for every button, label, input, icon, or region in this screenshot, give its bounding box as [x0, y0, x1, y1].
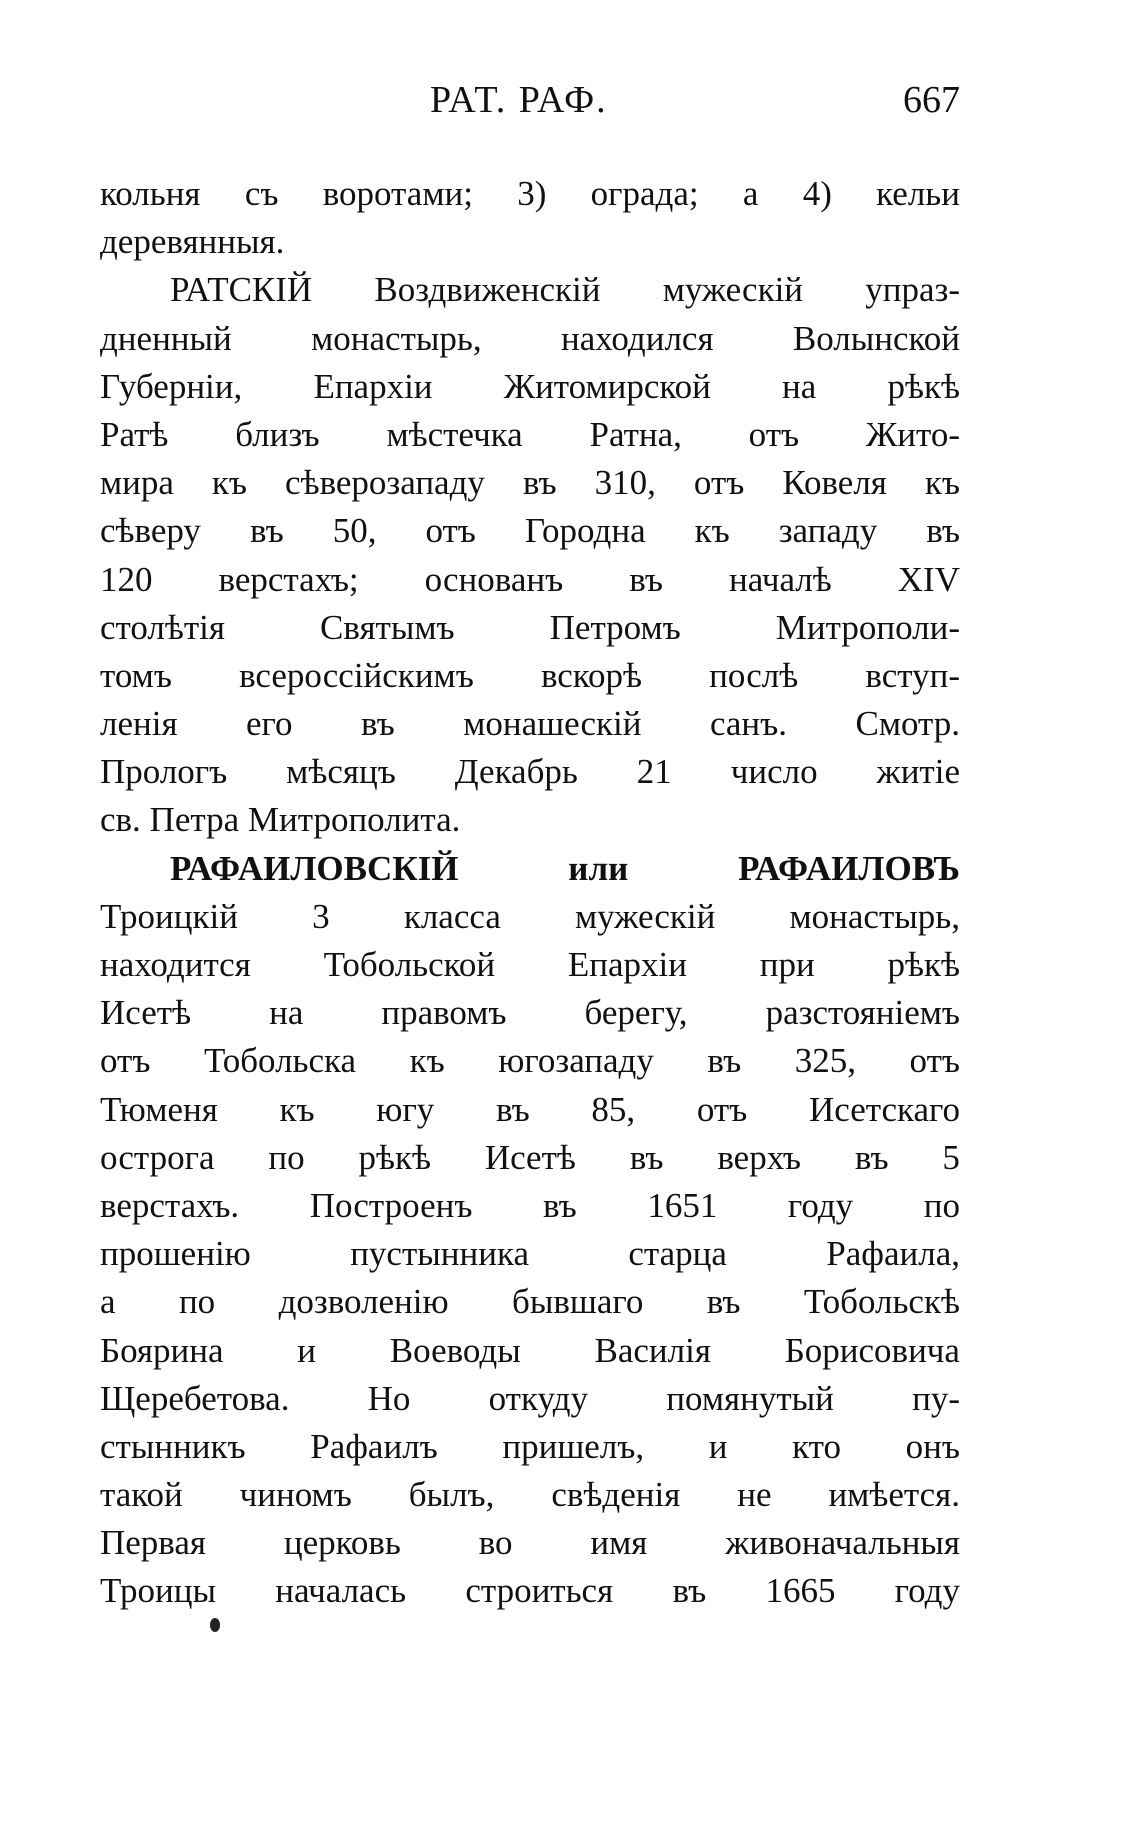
word: къ — [924, 463, 960, 503]
word: въ — [361, 704, 395, 744]
word: томъ — [100, 655, 172, 695]
word: къ — [279, 1089, 315, 1129]
word: а — [100, 1282, 116, 1322]
word: его — [246, 704, 293, 744]
word: 1651 — [647, 1185, 718, 1225]
word: и — [297, 1330, 317, 1370]
text-line — [100, 363, 960, 411]
word: дненный — [100, 318, 232, 358]
word: во — [478, 1523, 513, 1563]
text-line — [100, 507, 960, 555]
word: пу- — [912, 1378, 960, 1418]
word: въ — [707, 1041, 742, 1081]
word: мужескій — [662, 270, 804, 310]
word: вскорѣ — [540, 655, 643, 695]
word: помянутый — [666, 1378, 834, 1418]
word: число — [730, 752, 818, 792]
word: кольня — [100, 174, 201, 213]
word: Митрополи- — [775, 607, 960, 647]
word: 85, — [591, 1089, 636, 1129]
word: 21 — [636, 752, 672, 792]
word: западу — [778, 511, 878, 551]
word: 3 — [312, 896, 330, 936]
word: кто — [792, 1426, 841, 1466]
word: мѣстечка — [386, 414, 523, 454]
word: Смотр. — [855, 704, 960, 744]
word: Святымъ — [320, 607, 455, 647]
word: Исетѣ — [484, 1137, 576, 1177]
word: къ — [409, 1041, 445, 1081]
word: Василія — [594, 1330, 711, 1370]
word: мѣсяцъ — [286, 752, 396, 792]
word: верстахъ. — [100, 1185, 240, 1225]
word: Но — [367, 1378, 411, 1418]
word: монастырь, — [311, 318, 482, 358]
word: въ — [854, 1137, 889, 1177]
text-line — [100, 1134, 960, 1182]
text-line — [100, 1423, 960, 1471]
word: церковь — [283, 1523, 401, 1563]
word: Боярина — [100, 1330, 224, 1370]
word: Щеребетова. — [100, 1378, 290, 1418]
word: въ — [543, 1185, 577, 1225]
text-line — [100, 604, 960, 652]
text-line — [100, 1471, 960, 1519]
word: основанъ — [424, 559, 564, 599]
text-line — [100, 459, 960, 507]
text-line — [100, 1230, 960, 1278]
word: съ — [244, 174, 279, 213]
text-line — [100, 1086, 960, 1134]
word: Тобольскѣ — [803, 1282, 960, 1322]
word: югозападу — [498, 1041, 654, 1081]
word: и — [708, 1426, 728, 1466]
word: живоначальныя — [725, 1523, 960, 1563]
word: 3) — [517, 174, 547, 213]
text-line — [100, 989, 960, 1037]
word: или — [568, 848, 629, 888]
word: отъ — [748, 414, 800, 454]
word: пустынника — [350, 1234, 529, 1274]
word: чиномъ — [239, 1475, 352, 1515]
word: рѣкѣ — [887, 945, 960, 984]
word: РАТСКІЙ — [170, 270, 313, 310]
word: началась — [275, 1571, 407, 1611]
word: 4) — [802, 174, 832, 213]
word: берегу, — [584, 993, 688, 1033]
word: Тюменя — [100, 1089, 218, 1129]
word: отъ — [425, 511, 476, 551]
word: году — [787, 1185, 854, 1225]
word: сѣверозападу — [285, 463, 485, 503]
word: имѣется. — [828, 1475, 960, 1515]
word: сѣверу — [100, 511, 201, 551]
word: находился — [560, 318, 714, 358]
word: правомъ — [381, 993, 507, 1033]
word: году — [894, 1571, 960, 1611]
text-line — [100, 315, 960, 363]
word: Декабрь — [454, 752, 578, 792]
text-line — [100, 1278, 960, 1326]
word: не — [737, 1475, 772, 1515]
word: Рафаила, — [826, 1234, 960, 1274]
text-line — [100, 1037, 960, 1085]
word: Воеводы — [389, 1330, 521, 1370]
word: пришелъ, — [502, 1426, 645, 1466]
word: въ — [926, 511, 960, 551]
word: Городна — [524, 511, 646, 551]
word: рѣкѣ — [358, 1137, 431, 1177]
page-number: 667 — [903, 79, 960, 121]
word: Прологъ — [100, 752, 228, 792]
word: по — [923, 1185, 960, 1225]
word: бывшаго — [512, 1282, 644, 1322]
word: ленія — [100, 704, 178, 744]
word: отъ — [696, 1089, 748, 1129]
word: свѣденія — [551, 1475, 681, 1515]
word: дозволенію — [278, 1282, 449, 1322]
text-line — [100, 748, 960, 796]
word: находится — [100, 945, 251, 984]
ink-speck — [210, 1618, 220, 1632]
word: къ — [694, 511, 730, 551]
word: РАФАИЛОВЪ — [738, 848, 960, 888]
word: началѣ — [728, 559, 832, 599]
word: югу — [376, 1089, 435, 1129]
word: стынникъ — [100, 1426, 246, 1466]
word: въ — [672, 1571, 707, 1611]
word: близъ — [235, 414, 320, 454]
entry-heading-line — [100, 845, 960, 893]
word: 1665 — [765, 1571, 836, 1611]
running-head — [100, 78, 960, 138]
word: такой — [100, 1475, 183, 1515]
word: въ — [522, 463, 557, 503]
word: въ — [706, 1282, 741, 1322]
word: а — [742, 174, 759, 213]
text-line — [100, 652, 960, 700]
word: строиться — [465, 1571, 614, 1611]
text-line — [100, 941, 960, 989]
word: на — [782, 366, 817, 406]
word: Троицкій — [100, 896, 238, 936]
word: Ратѣ — [100, 414, 169, 454]
word: Тобольска — [203, 1041, 357, 1081]
word: житіе — [876, 752, 960, 792]
word: отъ — [100, 1041, 151, 1081]
word: Епархіи — [313, 366, 433, 406]
body-text — [100, 170, 960, 1616]
running-title: РАТ. РАФ. — [430, 79, 608, 121]
word: Первая — [100, 1523, 207, 1563]
word: разстояніемъ — [765, 993, 960, 1033]
text-line: деревянныя. — [100, 222, 285, 262]
word: Петромъ — [549, 607, 681, 647]
word: имя — [590, 1523, 648, 1563]
word: ограда; — [590, 174, 699, 213]
word: столѣтія — [100, 607, 225, 647]
word: Построенъ — [309, 1185, 473, 1225]
word: кельи — [876, 174, 960, 213]
word: прошенію — [100, 1234, 251, 1274]
word: Волынской — [792, 318, 960, 358]
word: въ — [629, 1137, 664, 1177]
entry-heading-line — [100, 266, 960, 314]
word: Ковеля — [782, 463, 887, 503]
word: мужескій — [575, 896, 716, 936]
text-line — [100, 1327, 960, 1375]
text-line — [100, 1375, 960, 1423]
word: Исетскаго — [808, 1089, 960, 1129]
word: класса — [403, 896, 501, 936]
word: послѣ — [709, 655, 799, 695]
word: при — [759, 945, 815, 984]
word: Тобольской — [323, 945, 496, 984]
word: монастырь, — [789, 896, 960, 936]
word: острога — [100, 1137, 215, 1177]
word: Ратна, — [589, 414, 682, 454]
word: санъ. — [709, 704, 788, 744]
word: всероссійскимъ — [239, 655, 474, 695]
word: Житомирской — [503, 366, 711, 406]
word: откуду — [488, 1378, 589, 1418]
word: въ — [629, 559, 663, 599]
text-line — [100, 1182, 960, 1230]
word: 5 — [942, 1137, 960, 1177]
word: мира — [100, 463, 174, 503]
word: въ — [495, 1089, 530, 1129]
word: 120 — [100, 559, 153, 599]
word: Жито- — [865, 414, 960, 454]
word: отъ — [909, 1041, 960, 1081]
text-line — [100, 411, 960, 459]
text-line — [100, 1567, 960, 1615]
word: старца — [628, 1234, 727, 1274]
word: верхъ — [717, 1137, 801, 1177]
word: по — [178, 1282, 216, 1322]
word: 310, — [594, 463, 656, 503]
text-line — [100, 700, 960, 748]
word: воротами; — [322, 174, 473, 213]
word: отъ — [693, 463, 745, 503]
word: къ — [211, 463, 248, 503]
word: верстахъ; — [218, 559, 359, 599]
word: Исетѣ — [100, 993, 192, 1033]
word: Троицы — [100, 1571, 217, 1611]
word: Рафаилъ — [310, 1426, 438, 1466]
word: онъ — [905, 1426, 960, 1466]
text-line — [100, 893, 960, 941]
text-line — [100, 556, 960, 604]
word: былъ, — [408, 1475, 495, 1515]
word: по — [268, 1137, 305, 1177]
word: 50, — [332, 511, 377, 551]
word: рѣкѣ — [887, 366, 960, 406]
word: Епархіи — [567, 945, 687, 984]
word: Борисовича — [784, 1330, 960, 1370]
word: вступ- — [865, 655, 960, 695]
word: на — [269, 993, 304, 1033]
word: XIV — [897, 559, 960, 599]
word: упраз- — [865, 270, 960, 310]
word: монашескій — [463, 704, 642, 744]
word: Губерніи, — [100, 366, 243, 406]
text-line — [100, 1519, 960, 1567]
word: Воздвиженскій — [374, 270, 601, 310]
text-line — [100, 170, 960, 218]
word: 325, — [794, 1041, 856, 1081]
word: РАФАИЛОВСКІЙ — [170, 848, 459, 888]
text-line: св. Петра Митрополита. — [100, 800, 461, 840]
word: въ — [249, 511, 284, 551]
